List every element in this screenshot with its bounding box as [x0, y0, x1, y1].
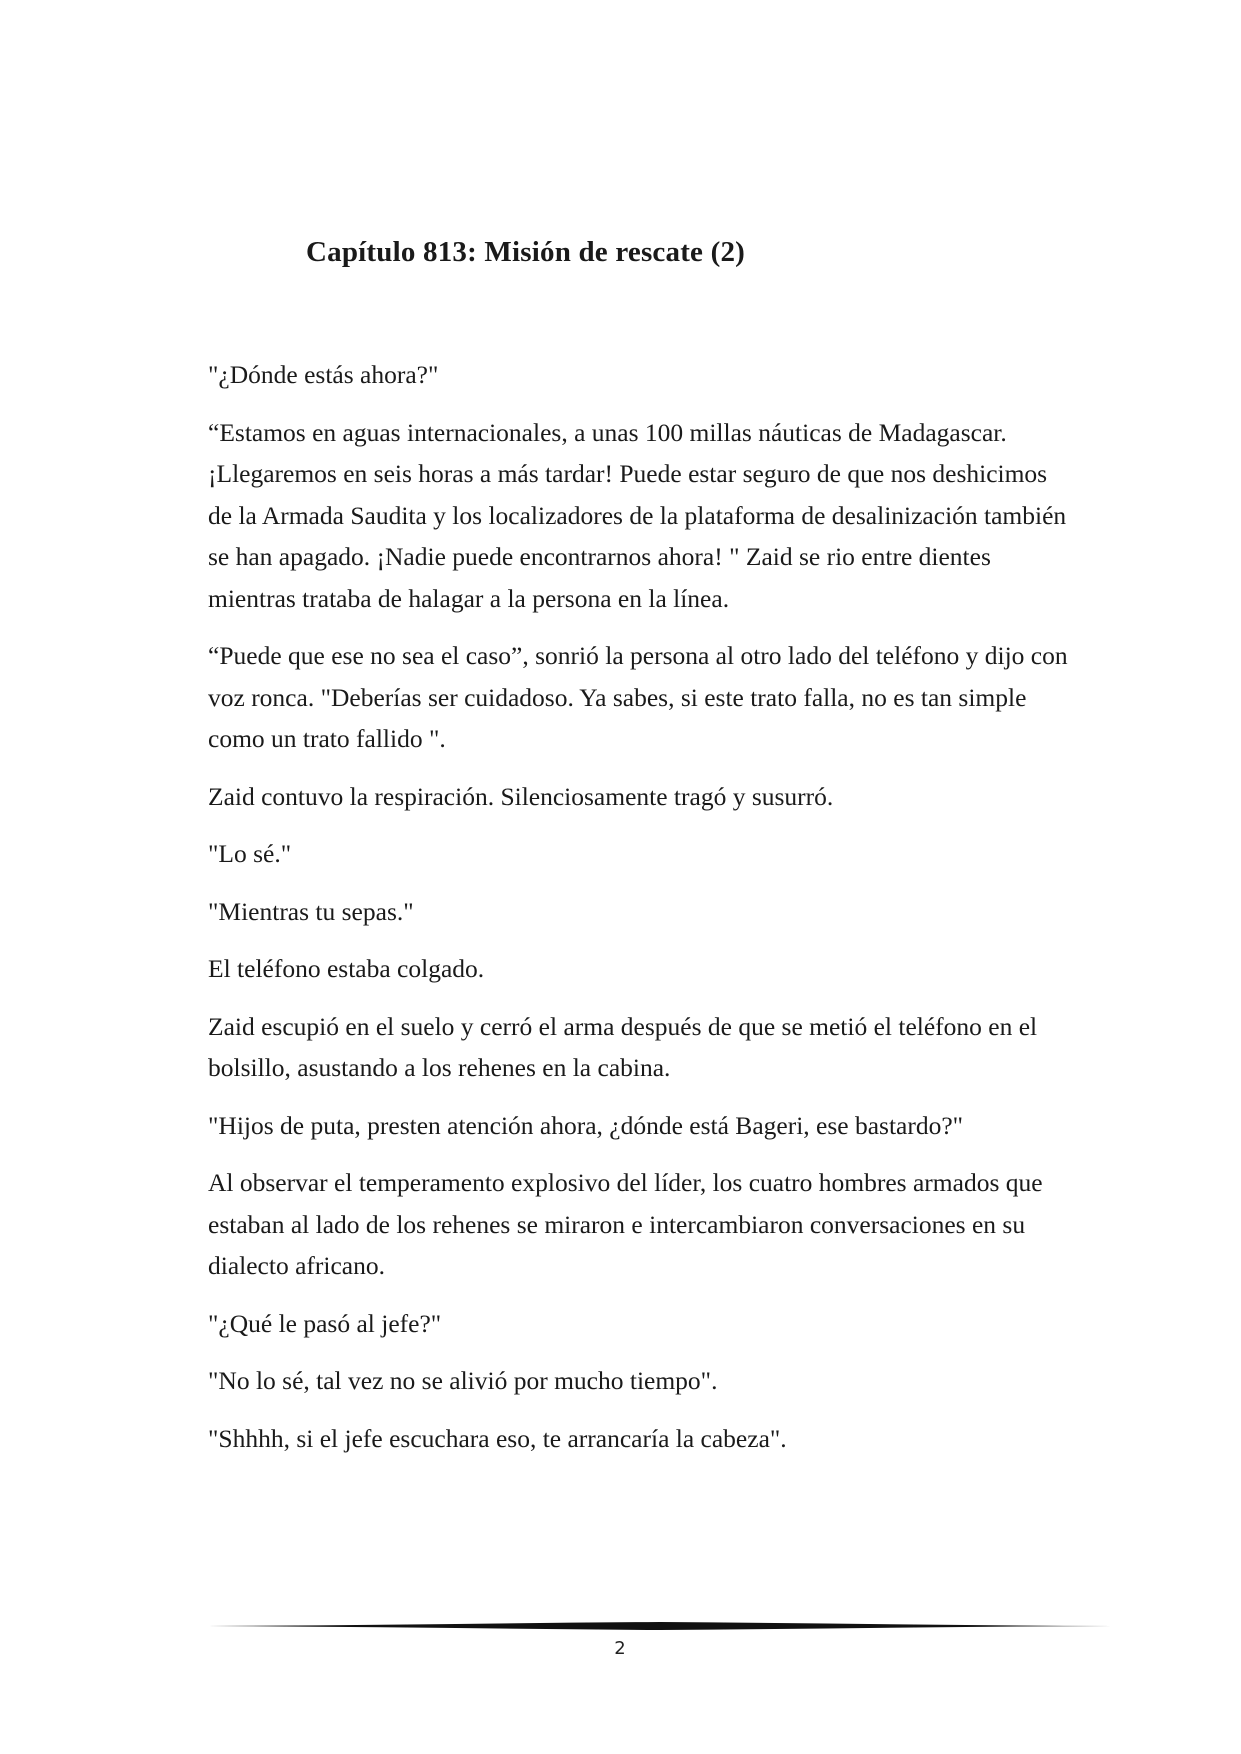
footer-divider [208, 1620, 1112, 1632]
paragraph: Zaid contuvo la respiración. Silenciosamente tragó y susurró. [208, 781, 834, 811]
paragraph: El teléfono estaba colgado. [208, 954, 485, 983]
paragraph: "Mientras tu sepas." [208, 896, 414, 926]
paragraph: Al observar el temperamento explosivo del líder, los cuatro hombres armados que estaban al lado de los rehenes se miraron e intercambiaron conversaciones en su dialecto africano. [208, 1168, 1043, 1280]
paragraph: “Estamos en aguas internacionales, a unas 100 millas náuticas de Madagascar. ¡Llegaremos en seis horas a más tardar! Puede estar seguro de que nos deshicimos de la Armada Saudita y los localizadores de la plataforma de desalinización también se han apagado. ¡Nadie puede encontrarnos ahora! " Zaid se rio entre dientes mientras trataba de halagar a la persona en la línea. [208, 417, 1067, 613]
paragraph: “Puede que ese no sea el caso”, sonrió la persona al otro lado del teléfono y dijo con voz ronca. "Deberías ser cuidadoso. Ya sabes, si este trato falla, no es tan simple como un trato fallido ". [208, 641, 1068, 753]
paragraph: "No lo sé, tal vez no se alivió por mucho tiempo". [208, 1366, 718, 1395]
chapter-title: Capítulo 813: Misión de rescate (2) [306, 236, 745, 268]
paragraph: "¿Qué le pasó al jefe?" [208, 1308, 442, 1338]
paragraph: "Lo sé." [208, 839, 292, 868]
chapter-body [208, 354, 1068, 1475]
paragraph: "Shhhh, si el jefe escuchara eso, te arrancaría la cabeza". [208, 1423, 787, 1453]
paragraph: Zaid escupió en el suelo y cerró el arma después de que se metió el teléfono en el bolsillo, asustando a los rehenes en la cabina. [208, 1011, 1038, 1082]
paragraph: "¿Dónde estás ahora?" [208, 360, 439, 389]
page-number: 2 [614, 1638, 626, 1659]
paragraph: "Hijos de puta, presten atención ahora, ¿dónde está Bageri, ese bastardo?" [208, 1110, 964, 1140]
